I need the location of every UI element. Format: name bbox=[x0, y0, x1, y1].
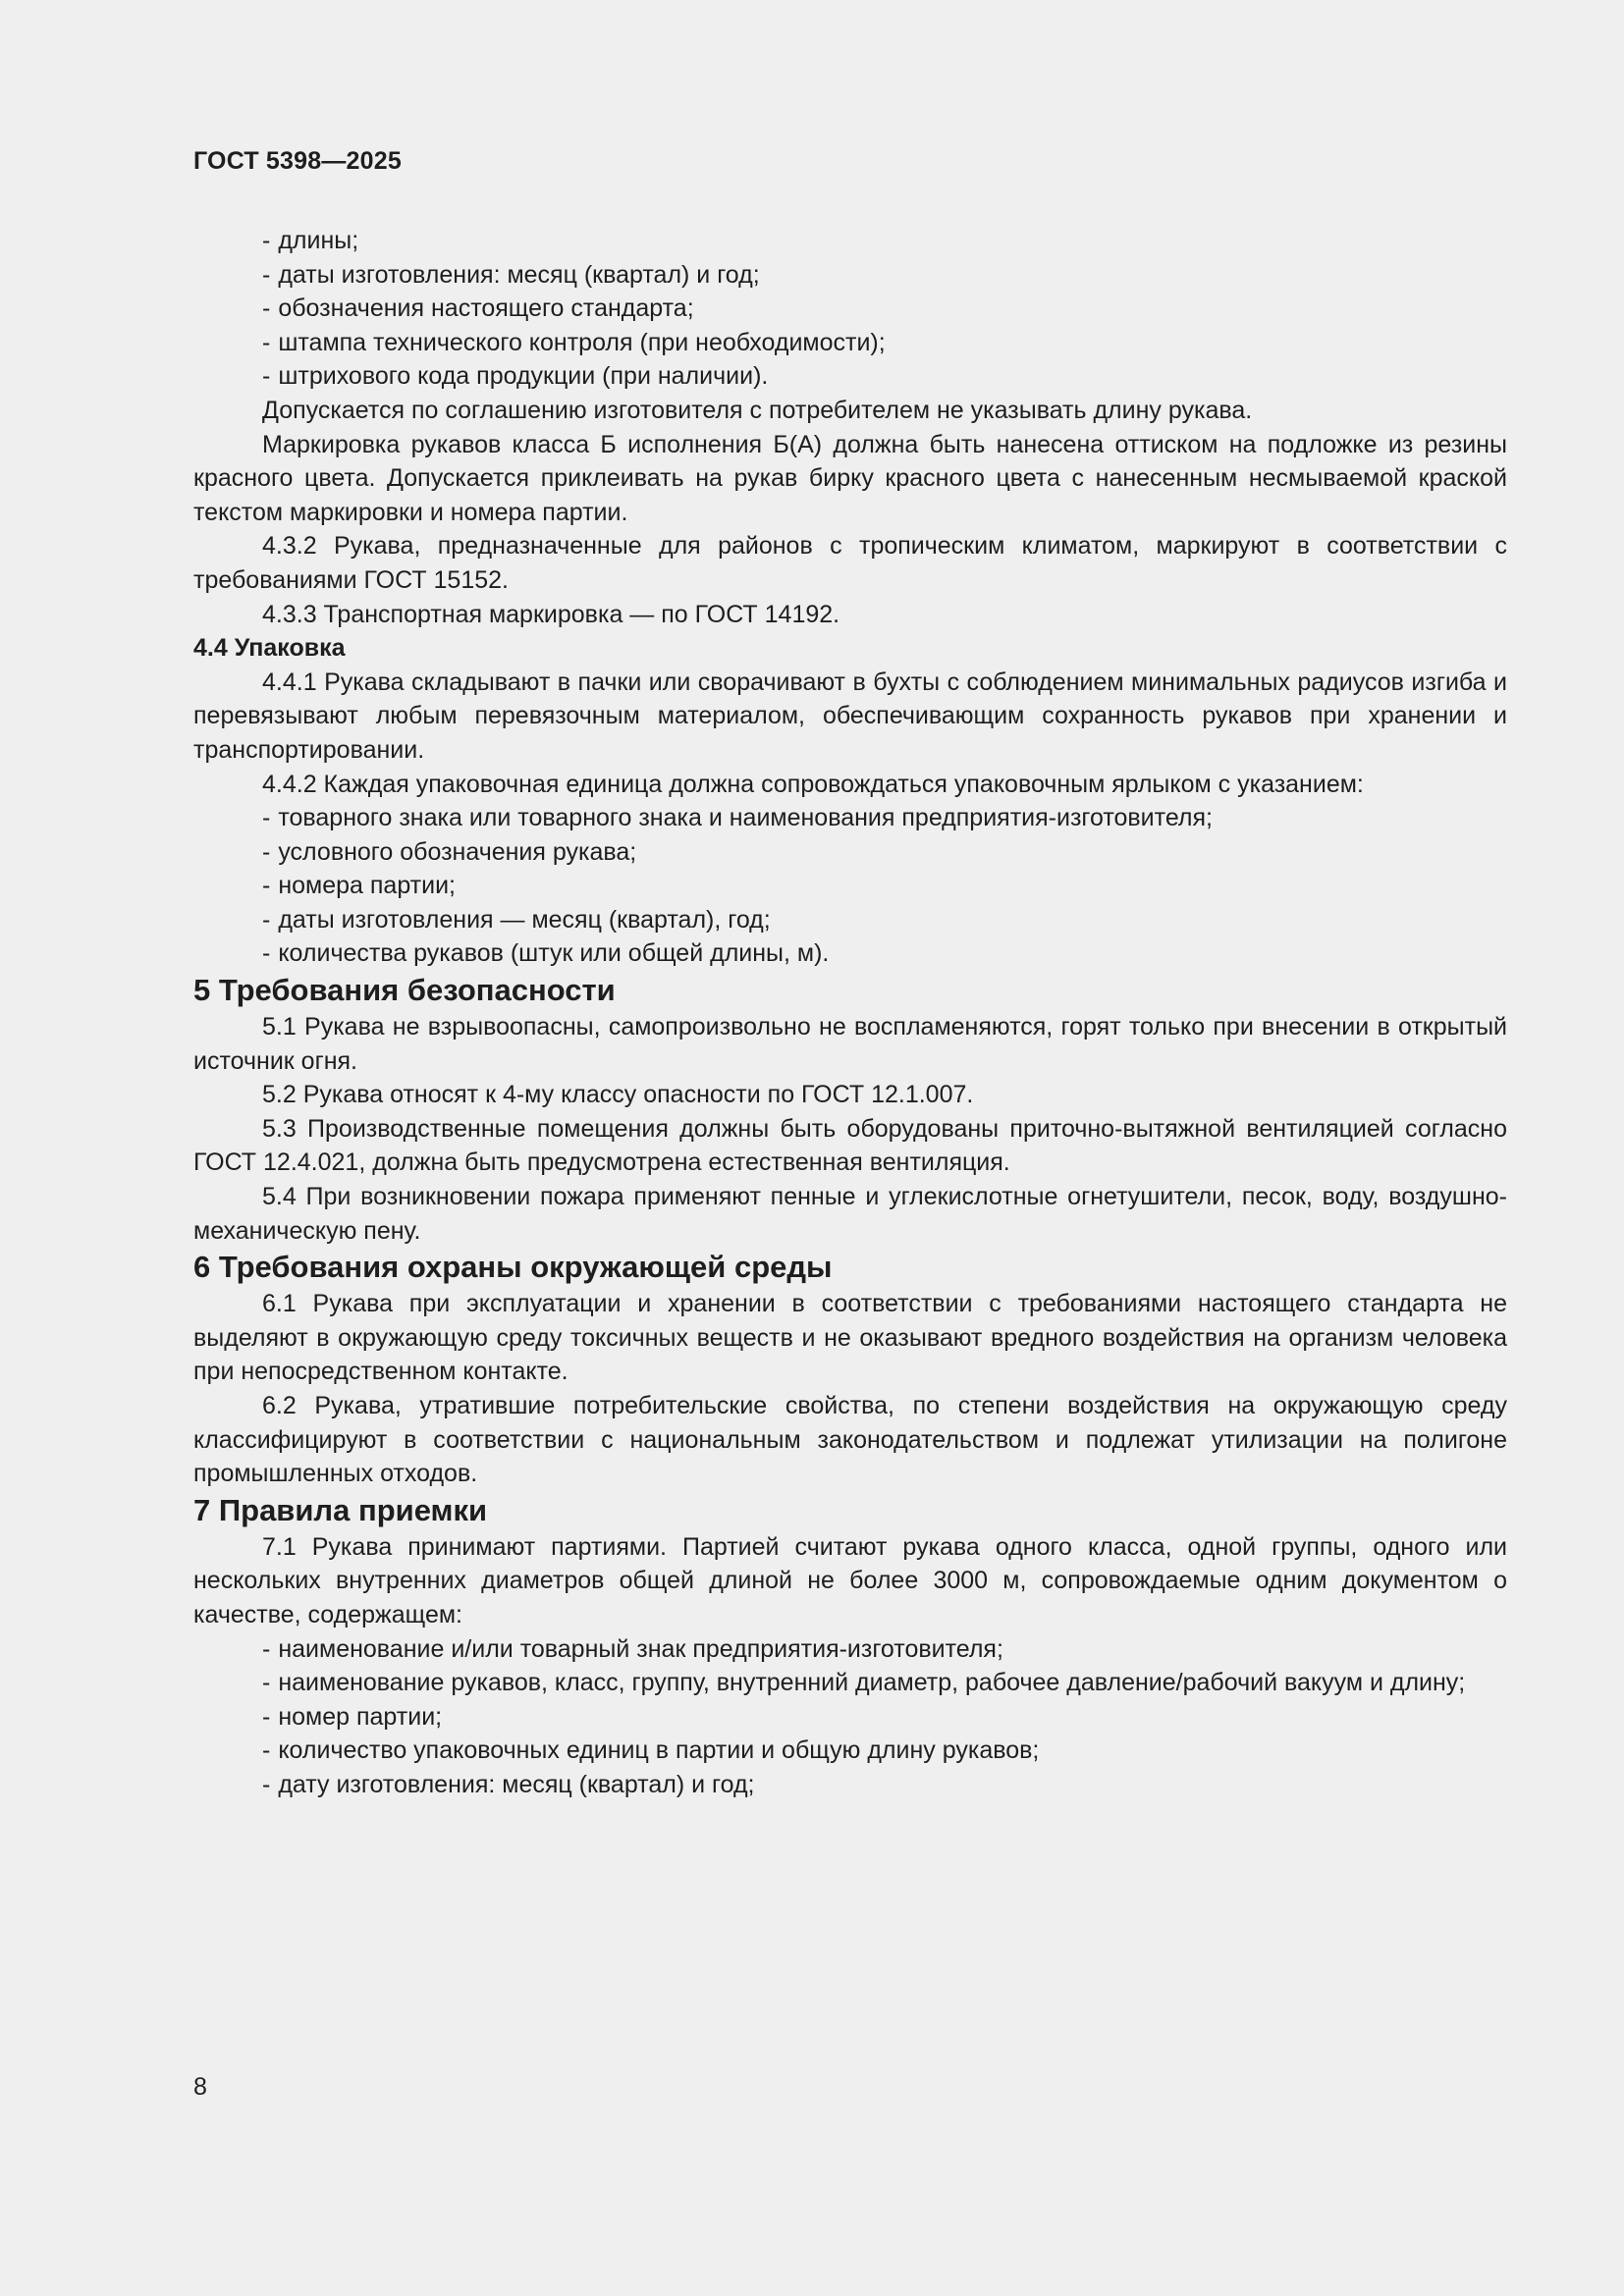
list-item bbox=[193, 326, 1507, 360]
list-item bbox=[193, 835, 1507, 870]
list-item-text: длины; bbox=[278, 227, 359, 254]
paragraph: 4.4.2 Каждая упаковочная единица должна сопровождаться упаковочным ярлыком с указанием: bbox=[262, 770, 1364, 798]
list-item-text: даты изготовления — месяц (квартал), год; bbox=[278, 905, 771, 934]
list-bullet: - bbox=[262, 837, 271, 866]
list-item bbox=[193, 292, 1507, 326]
list-item-text: количества рукавов (штук или общей длины, м). bbox=[278, 939, 830, 968]
list-item bbox=[193, 801, 1507, 835]
list-item-text: дату изготовления: месяц (квартал) и год; bbox=[278, 1770, 755, 1798]
list-item-text: наименование рукавов, класс, группу, внутренний диаметр, рабочее давление/рабочий вакуум и длину; bbox=[278, 1669, 1466, 1697]
list-item bbox=[193, 1734, 1507, 1768]
paragraph: 4.3.3 Транспортная маркировка — по ГОСТ 14192. bbox=[262, 600, 840, 628]
paragraph: 6.1 Рукава при эксплуатации и хранении в соответствии с требованиями настоящего стандарта не выделяют в окружающую среду токсичных веществ и не оказывают вредного воздействия на организм человека при непосредственном контакте. bbox=[193, 1290, 1507, 1386]
list-item bbox=[193, 936, 1507, 971]
paragraph: 4.4.1 Рукава складывают в пачки или сворачивают в бухты с соблюдением минимальных радиусов изгиба и перевязывают любым перевязочным материалом, обеспечивающим сохранность рукавов при хранении и транспортировании. bbox=[193, 667, 1507, 764]
subsection-heading: 4.4 Упаковка bbox=[193, 634, 346, 663]
list-bullet: - bbox=[262, 1736, 271, 1765]
document-header: ГОСТ 5398—2025 bbox=[193, 147, 402, 175]
paragraph: 5.3 Производственные помещения должны быть оборудованы приточно-вытяжной вентиляцией согласно ГОСТ 12.4.021, должна быть предусмотрена естественная вентиляция. bbox=[193, 1114, 1507, 1177]
list-item bbox=[193, 224, 1507, 258]
list-bullet: - bbox=[262, 294, 271, 323]
list-item-text: штампа технического контроля (при необходимости); bbox=[278, 328, 886, 356]
list-bullet: - bbox=[262, 1770, 271, 1798]
list-item bbox=[193, 869, 1507, 903]
document-body bbox=[193, 224, 1507, 1802]
list-item bbox=[193, 258, 1507, 293]
list-item bbox=[193, 1632, 1507, 1667]
list-item-text: номера партии; bbox=[278, 872, 457, 900]
list-item bbox=[193, 1768, 1507, 1802]
list-item-text: количество упаковочных единиц в партии и общую длину рукавов; bbox=[278, 1736, 1040, 1765]
paragraph: 5.2 Рукава относят к 4-му классу опасности по ГОСТ 12.1.007. bbox=[262, 1081, 974, 1109]
list-item bbox=[193, 1700, 1507, 1735]
list-item-text: даты изготовления: месяц (квартал) и год; bbox=[278, 260, 760, 289]
list-bullet: - bbox=[262, 260, 271, 289]
paragraph: 4.3.2 Рукава, предназначенные для районов с тропическим климатом, маркируют в соответствии с требованиями ГОСТ 15152. bbox=[193, 532, 1507, 594]
list-bullet: - bbox=[262, 362, 271, 391]
list-item-text: номер партии; bbox=[278, 1702, 443, 1731]
list-bullet: - bbox=[262, 872, 271, 900]
list-bullet: - bbox=[262, 1669, 271, 1697]
paragraph: Маркировка рукавов класса Б исполнения Б(А) должна быть нанесена оттиском на подложке из резины красного цвета. Допускается приклеивать на рукав бирку красного цвета с нанесенным несмываемой краской текстом маркировки и номера партии. bbox=[193, 430, 1507, 526]
section-heading: 6 Требования охраны окружающей среды bbox=[193, 1250, 833, 1285]
list-item-text: штрихового кода продукции (при наличии). bbox=[278, 362, 769, 391]
list-item bbox=[193, 903, 1507, 937]
list-item bbox=[193, 359, 1507, 394]
list-bullet: - bbox=[262, 1634, 271, 1663]
paragraph: 5.1 Рукава не взрывоопасны, самопроизвольно не воспламеняются, горят только при внесении в открытый источник огня. bbox=[193, 1013, 1507, 1075]
list-bullet: - bbox=[262, 328, 271, 356]
paragraph: 7.1 Рукава принимают партиями. Партией считают рукава одного класса, одной группы, одного или нескольких внутренних диаметров общей длиной не более 3000 м, сопровождаемые одним документом о качестве, содержащем: bbox=[193, 1532, 1507, 1629]
list-item bbox=[193, 1666, 1507, 1700]
list-bullet: - bbox=[262, 1702, 271, 1731]
section-heading: 7 Правила приемки bbox=[193, 1492, 488, 1527]
paragraph: Допускается по соглашению изготовителя с потребителем не указывать длину рукава. bbox=[262, 396, 1253, 424]
list-item-text: наименование и/или товарный знак предприятия-изготовителя; bbox=[278, 1634, 1003, 1663]
section-heading: 5 Требования безопасности bbox=[193, 973, 616, 1008]
list-bullet: - bbox=[262, 939, 271, 968]
list-item-text: обозначения настоящего стандарта; bbox=[278, 294, 694, 323]
list-bullet: - bbox=[262, 227, 271, 254]
list-item-text: условного обозначения рукава; bbox=[278, 837, 637, 866]
paragraph: 5.4 При возникновении пожара применяют пенные и углекислотные огнетушители, песок, воду, воздушно-механическую пену. bbox=[193, 1183, 1507, 1245]
list-bullet: - bbox=[262, 804, 271, 832]
list-item-text: товарного знака или товарного знака и наименования предприятия-изготовителя; bbox=[278, 804, 1213, 832]
list-bullet: - bbox=[262, 905, 271, 934]
paragraph: 6.2 Рукава, утратившие потребительские свойства, по степени воздействия на окружающую среду классифицируют в соответствии с национальным законодательством и подлежат утилизации на полигоне промышленных отходов. bbox=[193, 1392, 1507, 1488]
page-number: 8 bbox=[193, 2073, 207, 2101]
